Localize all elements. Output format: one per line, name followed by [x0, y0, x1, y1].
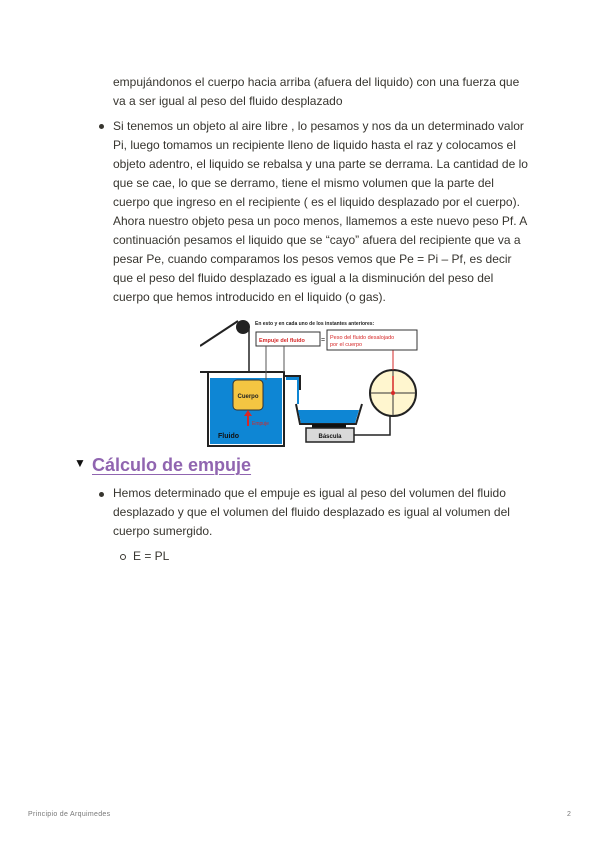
peso-box-line1: Peso del fluido desalojado [330, 335, 395, 341]
bullet-text-procedure: Si tenemos un objeto al aire libre , lo pesamos y nos da un determinado valor Pi, luego tomamos un recipiente lleno de liquido hasta el raz y colocamos el objeto adentro, el liquido se rebalsa y una parte se derrama. La cantidad de lo que se cae, lo que se derramo, tiene el mismo volumen que la parte del cuerpo que ingreso en el recipiente ( es el liquido desplazado por el cuerpo). Ahora nuestro objeto pesa un poco menos, llamemos a este nuevo peso Pf. A continuación pesamos el liquido que se “cayo” afuera del recipiente que va a pesar Pe, cuando comparamos los pesos vemos que Pe = Pi – Pf, es decir que el peso del fluido desplazado es igual a la disminución del peso del cuerpo que hemos introducido en el liquido (o gas). [113, 119, 528, 304]
overflow-fluid [286, 377, 299, 380]
toggle-triangle-icon[interactable]: ▼ [74, 456, 86, 470]
body-label: Cuerpo [237, 394, 259, 400]
archimedes-diagram [200, 316, 422, 447]
dial-center [391, 391, 395, 395]
collected-fluid [298, 410, 359, 423]
caption-top: En esto y en cada uno de los instantes anteriores: [255, 321, 375, 327]
footer-title: Principio de Arquimedes [28, 811, 111, 818]
empuje-arrow-label: Empuje [252, 421, 269, 427]
peso-box-line2: por el cuerpo [330, 342, 363, 348]
sub-bullet-circle [120, 554, 126, 560]
fluid-label: Fluido [218, 433, 239, 440]
sub-bullet-formula: E = PL [133, 549, 170, 563]
bullet-dot [99, 492, 104, 497]
empuje-box-label: Empuje del fluido [259, 338, 305, 344]
bullet-text-conclusion: Hemos determinado que el empuje es igual al peso del volumen del fluido desplazado y que el volumen del fluido desplazado es igual al volumen del cuerpo sumergido. [113, 486, 510, 538]
archimedes-diagram-svg [200, 316, 422, 447]
bullet-dot [99, 124, 104, 129]
scale-label: Báscula [318, 434, 342, 440]
equals-sign: = [321, 337, 326, 344]
section-heading: Cálculo de empuje [92, 455, 252, 475]
continuation-text: empujándonos el cuerpo hacia arriba (afuera del liquido) con una fuerza que va a ser igual al peso del fluido desplazado [113, 75, 520, 108]
footer-page-number: 2 [567, 811, 571, 818]
